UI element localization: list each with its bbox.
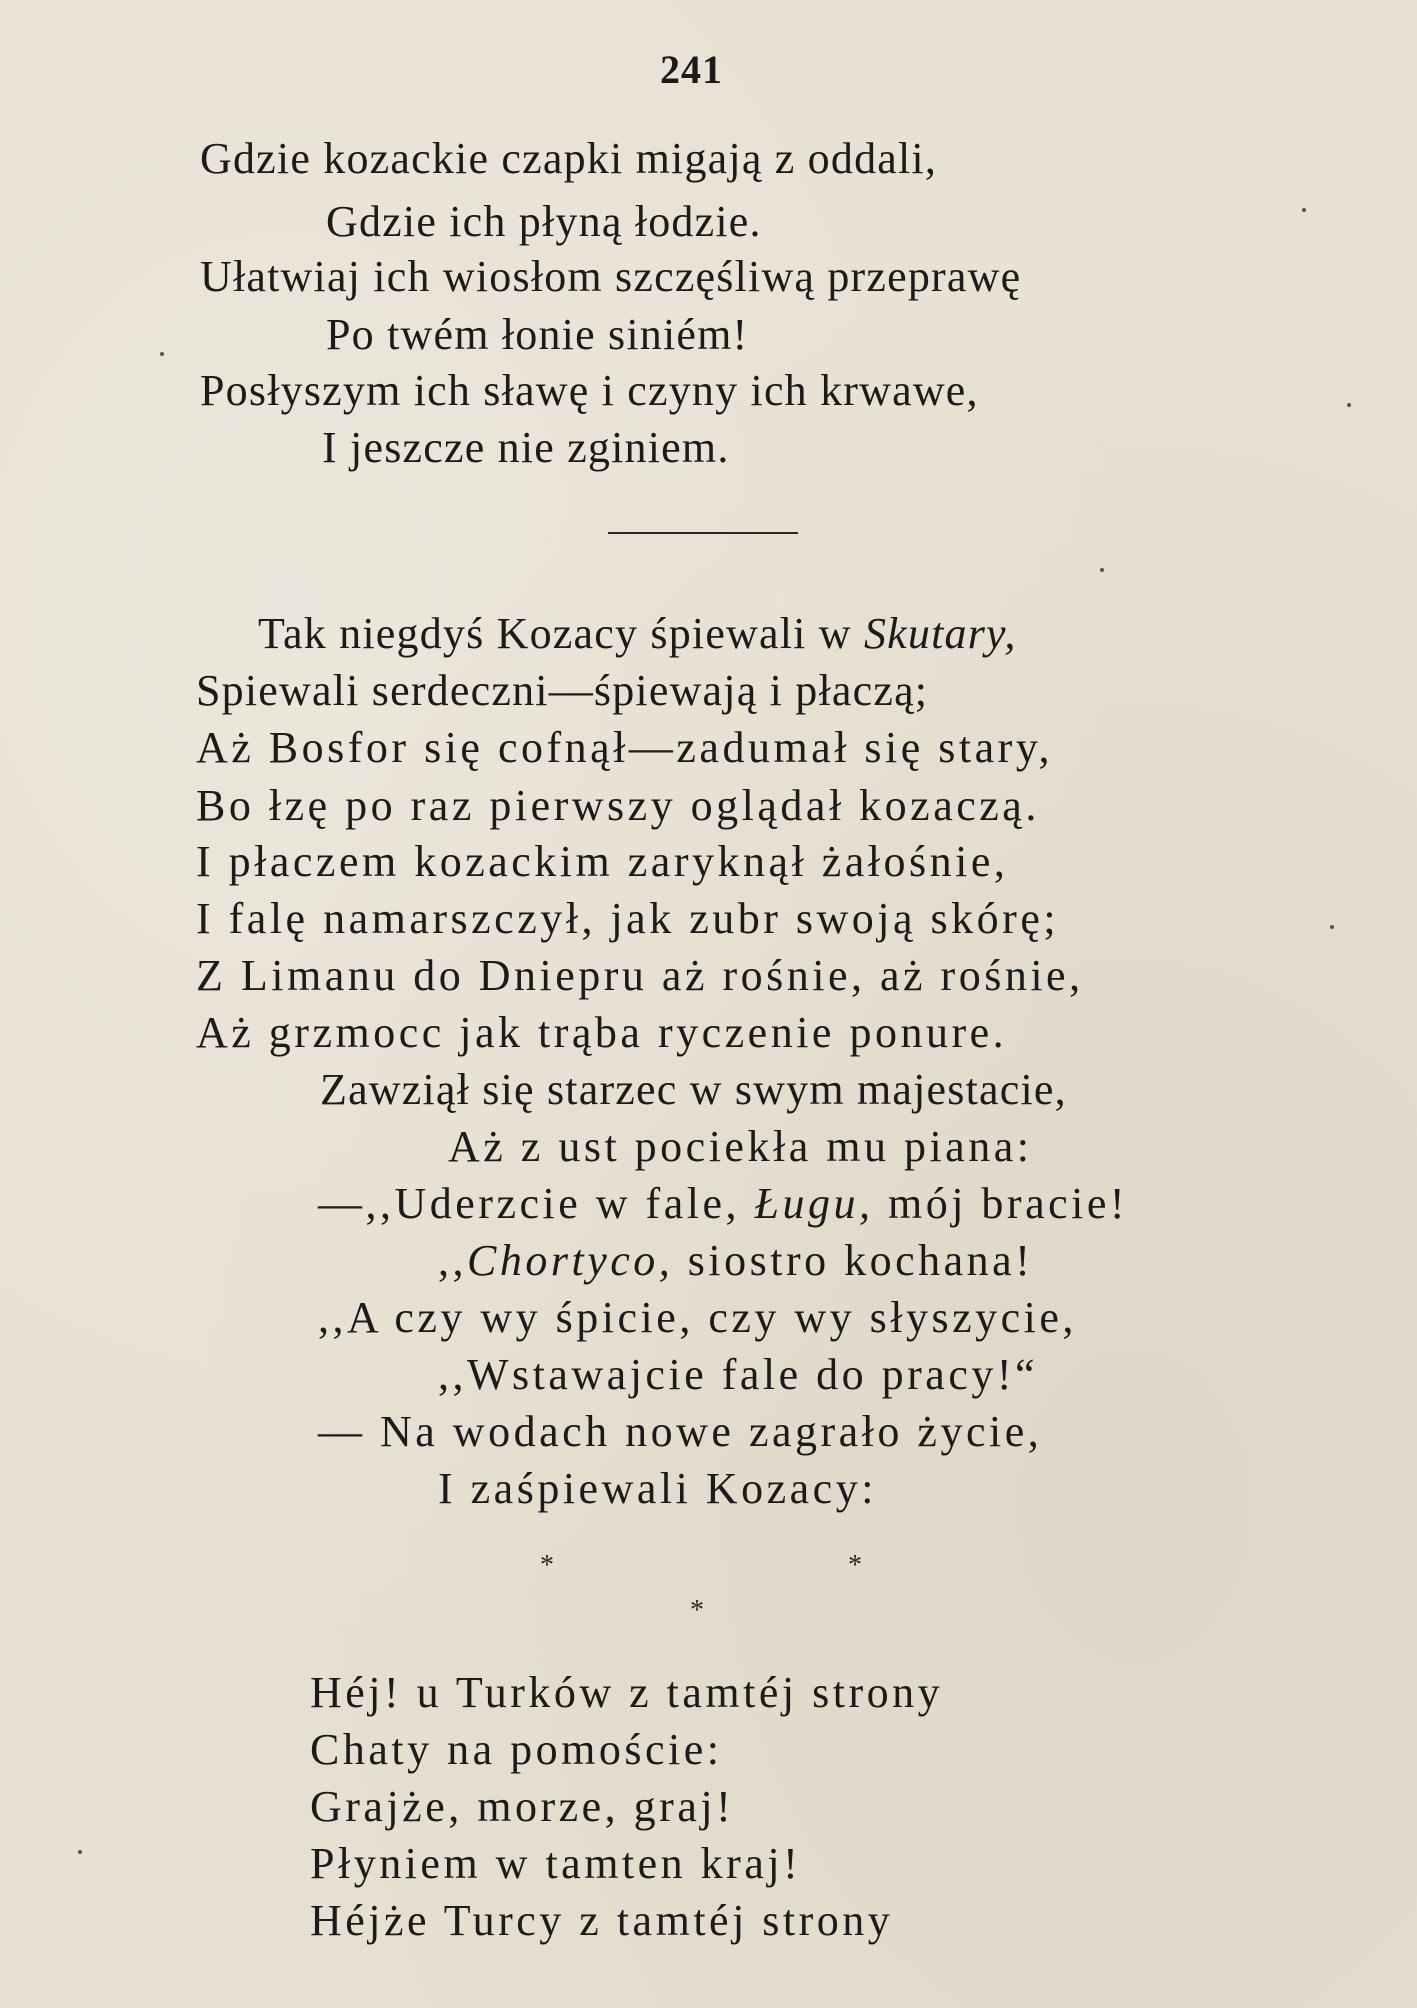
paper-speck <box>1330 925 1334 929</box>
verse-line: I falę namarszczył, jak zubr swoją skórę; <box>196 894 1060 943</box>
verse-line: Ułatwiaj ich wiosłom szczęśliwą przeprawę <box>200 252 1022 301</box>
verse-line: I jeszcze nie zginiem. <box>322 423 730 472</box>
paper-speck <box>1302 208 1306 212</box>
verse-line: Z Limanu do Dniepru aż rośnie, aż rośnie, <box>196 951 1084 1000</box>
river-name-italic: Ługu, <box>754 1179 874 1228</box>
paper-speck <box>1100 568 1104 572</box>
verse-line: Bo łzę po raz pierwszy oglądał kozaczą. <box>196 781 1040 830</box>
verse-line: I zaśpiewali Kozacy: <box>438 1464 877 1513</box>
verse-line: Aż z ust pociekła mu piana: <box>448 1122 1033 1171</box>
verse-line: Aż Bosfor się cofnął—zadumał się stary, <box>196 723 1053 772</box>
verse-line: Tak niegdyś Kozacy śpiewali w Skutary, <box>258 609 1017 658</box>
paper-speck <box>78 1850 82 1854</box>
asterisk-mark: * <box>690 1595 704 1626</box>
river-name-italic: Chortyco, <box>467 1236 674 1285</box>
verse-line: Grajże, morze, graj! <box>310 1782 735 1831</box>
verse-line: Gdzie ich płyną łodzie. <box>326 197 762 246</box>
section-divider <box>608 532 798 534</box>
page-number: 241 <box>660 47 723 92</box>
asterisk-mark: * <box>848 1550 862 1581</box>
verse-line: ,,Chortyco, siostro kochana! <box>438 1236 1034 1285</box>
paper-speck <box>160 352 164 356</box>
verse-line: Posłyszym ich sławę i czyny ich krwawe, <box>200 366 979 415</box>
verse-line: —,,Uderzcie w fale, Ługu, mój bracie! <box>318 1179 1129 1228</box>
paper-speck <box>1347 403 1351 407</box>
verse-line: ,,Wstawajcie fale do pracy!“ <box>438 1350 1039 1399</box>
verse-line: Płyniem w tamten kraj! <box>310 1839 802 1888</box>
verse-line: Héj! u Turków z tamtéj strony <box>310 1668 944 1717</box>
verse-line: Po twém łonie siniém! <box>326 310 749 359</box>
verse-line: Chaty na pomoście: <box>310 1725 723 1774</box>
verse-line: Spiewali serdeczni—śpiewają i płaczą; <box>196 666 929 715</box>
verse-line: I płaczem kozackim zaryknął żałośnie, <box>196 837 1009 886</box>
verse-line: — Na wodach nowe zagrało życie, <box>318 1407 1043 1456</box>
place-name-italic: Skutary, <box>863 609 1017 658</box>
verse-line: Gdzie kozackie czapki migają z oddali, <box>200 134 938 183</box>
verse-line: Héjże Turcy z tamtéj strony <box>310 1896 894 1945</box>
asterisk-mark: * <box>540 1550 554 1581</box>
verse-line: ,,A czy wy śpicie, czy wy słyszycie, <box>318 1293 1077 1342</box>
verse-line: Aż grzmocc jak trąba ryczenie ponure. <box>196 1008 1008 1057</box>
verse-line: Zawziął się starzec w swym majestacie, <box>320 1065 1067 1114</box>
